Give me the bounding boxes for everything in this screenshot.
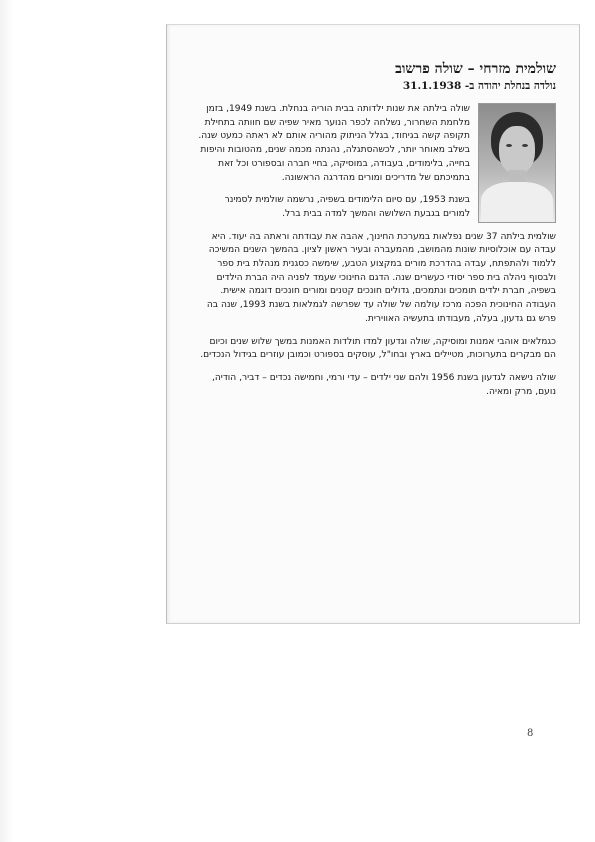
paragraph-family: שולה נישאה לגדעון בשנת 1956 ולהם שני ילדים – עדי ורמי, וחמישה נכדים – דביר, הודיה, נועם, מרק ומאיה.	[211, 372, 556, 397]
portrait-photo	[478, 103, 556, 223]
paragraph-childhood: שולה בילתה את שנות ילדותה בבית הוריה בנחלת. בשנת 1949, בזמן מלחמת השחרור, נשלחה לכפר הנוער מאיר שפיה שם חוותה בתחילת תקופה קשה בגיחוד, בגלל הניתוק מהוריה אותם לא ראתה כמעט שנה. בשלב מאוחר יותר, לכשהסתגלה, נהנתה מכמה שנים, מהטובות והיפות בחייה, בלימודים, בעבודה, במוסיקה, בחיי חברה ובספורט וכל זאת בתמיכתם של מדריכים ומורים מהדרגה הראשונה.	[198, 104, 470, 183]
photo-face	[499, 126, 535, 174]
photo-eye-left	[506, 144, 512, 147]
paragraph-retirement: כגמלאים אוהבי אמנות ומוסיקה, שולה וגדעון למדו תולדות האמנות במשך שלוש שנים וכיום הם מבקרים בתערוכות, מטיילים בארץ ובחו"ל, עוסקים בספורט וכמובן עוזרים בגידול הנכדים.	[200, 336, 556, 361]
paragraph-seminary: בשנת 1953, עם סיום הלימודים בשפיה, נרשמה שולמית לסמינר למורים בגבעת השלושה והמשך למדה בבית ברל.	[224, 195, 470, 219]
page-content	[196, 60, 556, 408]
page-number: 8	[527, 728, 534, 739]
page-title: שולמית מזרחי – שולה פרשוב	[395, 61, 556, 77]
paragraph-career: שולמית בילתה 37 שנים נפלאות במערכת החינוך, אהבה את עבודתה וראתה בה יעוד. היא עבדה עם אוכלוסיות שונות מהמושב, מהמעברה ובעיר ראשון לציון. בהמשך השנים המשיכה ללמוד ולהתפתח, עבדה בהדרכת מורים במקצוע הטבע, שימשה כסגנית מנהלת בית ספר ולבסוף ניהלה בית ספר יסודי כעשרים שנה. הדגם החינוכי שעמד לפניה היה הברת הילדים בשפיה, חברת ילדים תומכים ונתמכים, גדולים חונכים קטנים ומורים חונכים דוגמה אישית. העבודה החינוכית הפכה מרכז עולמה של שולה עד שפרשה לגמלאות בשנת 1993, שנה בה פרש גם גדעון, בעלה, מעבודתו בתעשיה האווירית.	[206, 231, 556, 324]
scan-edge	[0, 0, 14, 842]
photo-eye-right	[522, 144, 528, 147]
page-subtitle: נולדה בנחלת יהודה ב- 31.1.1938	[402, 80, 556, 92]
photo-dress	[481, 182, 553, 223]
